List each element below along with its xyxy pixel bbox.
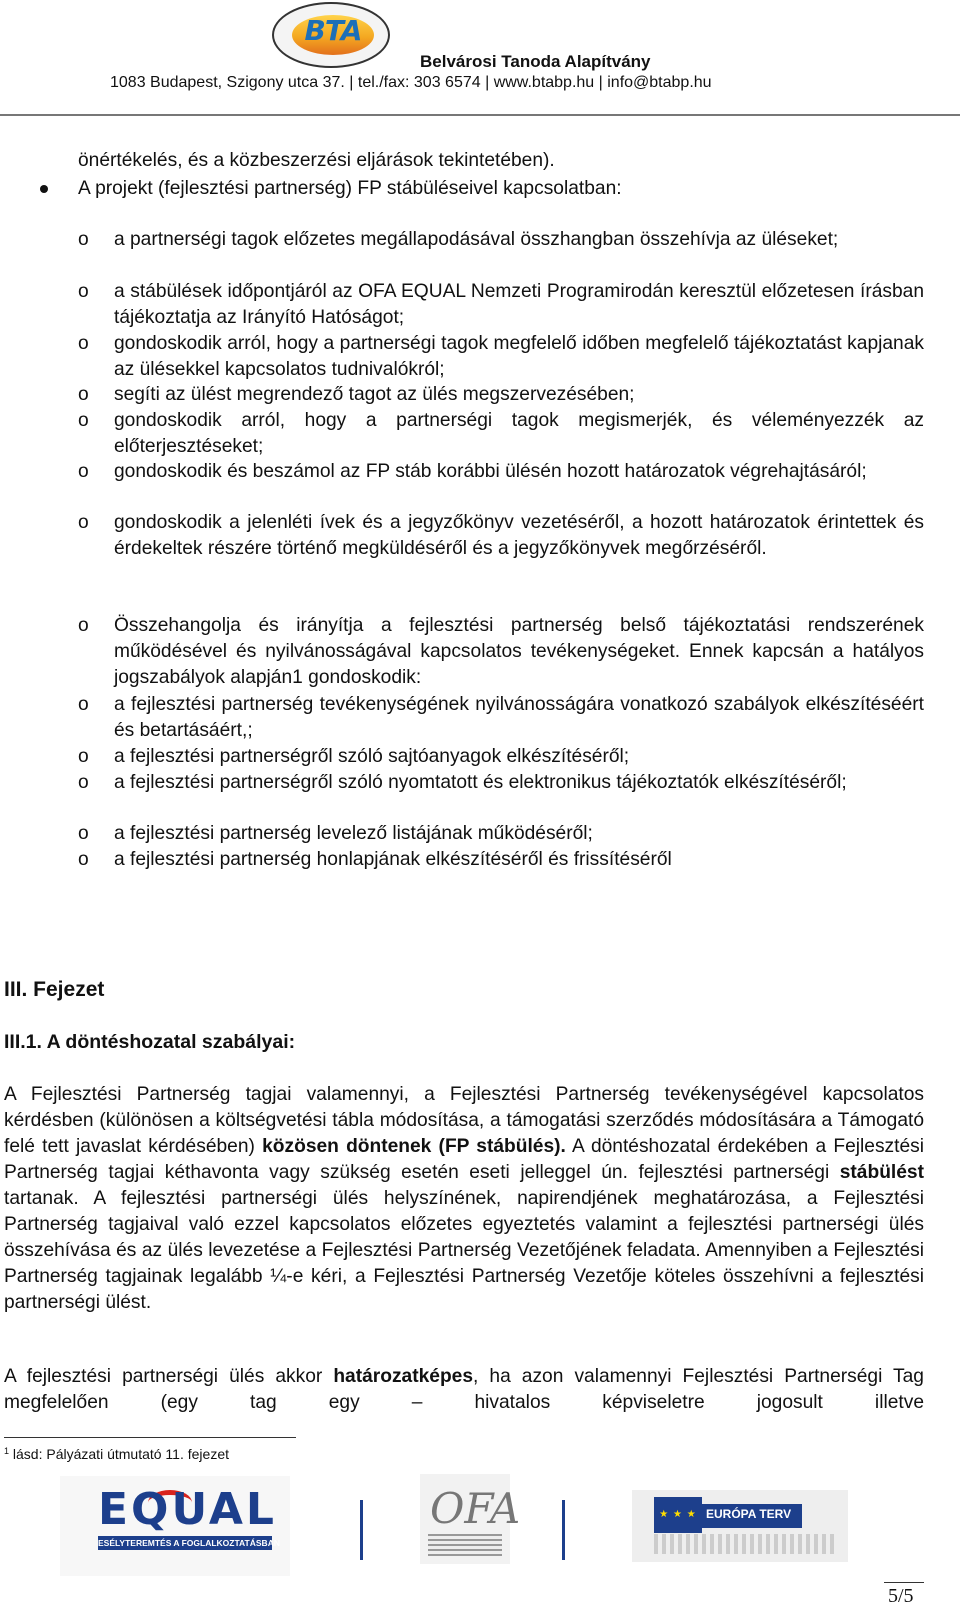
list-item: a fejlesztési partnerségről szóló sajtóanyagok elkészítéséről; — [114, 746, 630, 767]
list-item: a fejlesztési partnerség levelező listájának működéséről; — [114, 823, 593, 844]
list-item: a partnerségi tagok előzetes megállapodásával összhangban összehívja az üléseket; — [114, 229, 839, 250]
list-marker: o — [78, 823, 89, 844]
para-text: , ha azon valamennyi Fejlesztési Partnerségi Tag megfelelően (egy tag egy – hivatalos képviseletre jogosult illetve — [4, 1366, 924, 1413]
footnote-text: lásd: Pályázati útmutató 11. fejezet — [9, 1446, 229, 1462]
header-divider — [0, 114, 960, 116]
list-marker: o — [78, 281, 89, 302]
equal-logo-text: EQUAL — [98, 1484, 277, 1535]
chapter-title: III. Fejezet — [4, 978, 105, 1001]
list-item: segíti az ülést megrendező tagot az ülés megszervezésében; — [114, 384, 635, 405]
decision-rules-paragraph — [4, 1082, 924, 1316]
bullet-dot-icon — [40, 185, 48, 193]
organization-name: Belvárosi Tanoda Alapítvány — [420, 52, 651, 71]
footnote-divider — [4, 1437, 296, 1438]
page-number: 5/5 — [888, 1585, 914, 1607]
ofa-logo-text: OFA — [430, 1484, 521, 1533]
para-text: A fejlesztési partnerségi ülés akkor — [4, 1366, 334, 1387]
letterhead — [0, 0, 960, 118]
europa-terv-logo-stripes — [654, 1534, 834, 1554]
section-title: III.1. A döntéshozatal szabályai: — [4, 1031, 296, 1053]
list-marker: o — [78, 694, 89, 715]
list-intro: Összehangolja és irányítja a fejlesztési partnerség belső tájékoztatási rendszerének működésével és nyilvánosságával kapcsolatos tevékenységeket. Ennek kapcsán a hatályos jogszabályok alapján1 gondoskodik: — [114, 615, 924, 688]
footnote-mark: 1 — [4, 1446, 10, 1456]
list-marker: o — [78, 410, 89, 431]
list-marker: o — [78, 615, 89, 636]
para-text: A Fejlesztési Partnerség tagjai valamennyi, a Fejlesztési Partnerség tevékenységével kapcsolatos kérdésben (különösen a költségvetési tábla módosítása, a támogatási szerződés módosítására a Támogató felé tett javaslat kérdésében) — [4, 1084, 924, 1157]
para-bold-text: közösen döntenek (FP stábülés). — [262, 1136, 566, 1157]
list-item: a fejlesztési partnerségről szóló nyomtatott és elektronikus tájékoztatók elkészítéséről; — [114, 772, 847, 793]
list-item: gondoskodik és beszámol az FP stáb korábbi ülésén hozott határozatok végrehajtásáról; — [114, 461, 867, 482]
list-item: gondoskodik arról, hogy a partnerségi tagok megfelelő időben megfelelő tájékoztatást kapjanak az ülésekkel kapcsolatos tudnivalókról; — [114, 333, 924, 380]
footnote — [4, 1446, 229, 1462]
para-text: A döntéshozatal érdekében a Fejlesztési Partnerség tagjai kéthavonta vagy szükség esetén eseti jelleggel ún. fejlesztési partnerségi — [4, 1136, 924, 1183]
quorum-paragraph — [4, 1364, 924, 1416]
organization-contact: 1083 Budapest, Szigony utca 37. | tel./fax: 303 6574 | www.btabp.hu | info@btabp.hu — [110, 74, 712, 91]
list-marker: o — [78, 461, 89, 482]
list-marker: o — [78, 512, 89, 533]
footer-divider — [562, 1500, 565, 1560]
bta-logo-text: BTA — [304, 14, 362, 47]
list-item: a stábülések időpontjáról az OFA EQUAL Nemzeti Programirodán keresztül előzetesen írásban tájékoztatja az Irányító Hatóságot; — [114, 281, 924, 328]
eu-stars-icon: ★ ★ ★ — [659, 1509, 697, 1520]
list-marker: o — [78, 746, 89, 767]
bullet-line: A projekt (fejlesztési partnerség) FP stábüléseivel kapcsolatban: — [78, 178, 622, 199]
para-bold-text: stábülést — [839, 1162, 924, 1183]
list-marker: o — [78, 849, 89, 870]
intro-line: önértékelés, és a közbeszerzési eljárások tekintetében). — [78, 150, 555, 171]
list-marker: o — [78, 384, 89, 405]
para-text: tartanak. A fejlesztési partnerségi ülés helyszínének, napirendjének meghatározása, a Fejlesztési Partnerség tagjaival való ezzel kapcsolatos előzetes egyeztetés valamint a fejlesztési partnerségi ülés összehívása és az ülés levezetése a Fejlesztési Partnerség Vezetőjének feladata. Amennyiben a Fejlesztési Partnerség tagjainak legalább ¼-e kéri, a Fejlesztési Partnerség Vezetője köteles összehívni a fejlesztési partnerségi ülést. — [4, 1188, 924, 1313]
list-marker: o — [78, 772, 89, 793]
europa-terv-label: EURÓPA TERV — [706, 1507, 792, 1521]
list-item: gondoskodik arról, hogy a partnerségi tagok megismerjék, és véleményezzék az előterjesztéseket; — [114, 410, 924, 457]
page-number-rule — [884, 1582, 924, 1583]
equal-tagline: ESÉLYTEREMTÉS A FOGLALKOZTATÁSBAN — [98, 1538, 280, 1548]
list-item: gondoskodik a jelenléti ívek és a jegyzőkönyv vezetéséről, a hozott határozatok érintettek és érdekeltek részére történő megküldéséről és a jegyzőkönyvek megőrzéséről. — [114, 512, 924, 559]
ofa-logo-stripes — [428, 1534, 502, 1556]
list-marker: o — [78, 229, 89, 250]
list-item: a fejlesztési partnerség honlapjának elkészítéséről és frissítéséről — [114, 849, 672, 870]
para-bold-text: határozatképes — [333, 1366, 474, 1387]
list-marker: o — [78, 333, 89, 354]
footer-divider — [360, 1500, 363, 1560]
list-item: a fejlesztési partnerség tevékenységének nyilvánosságára vonatkozó szabályok elkészítéséért és betartásáért,; — [114, 694, 924, 741]
